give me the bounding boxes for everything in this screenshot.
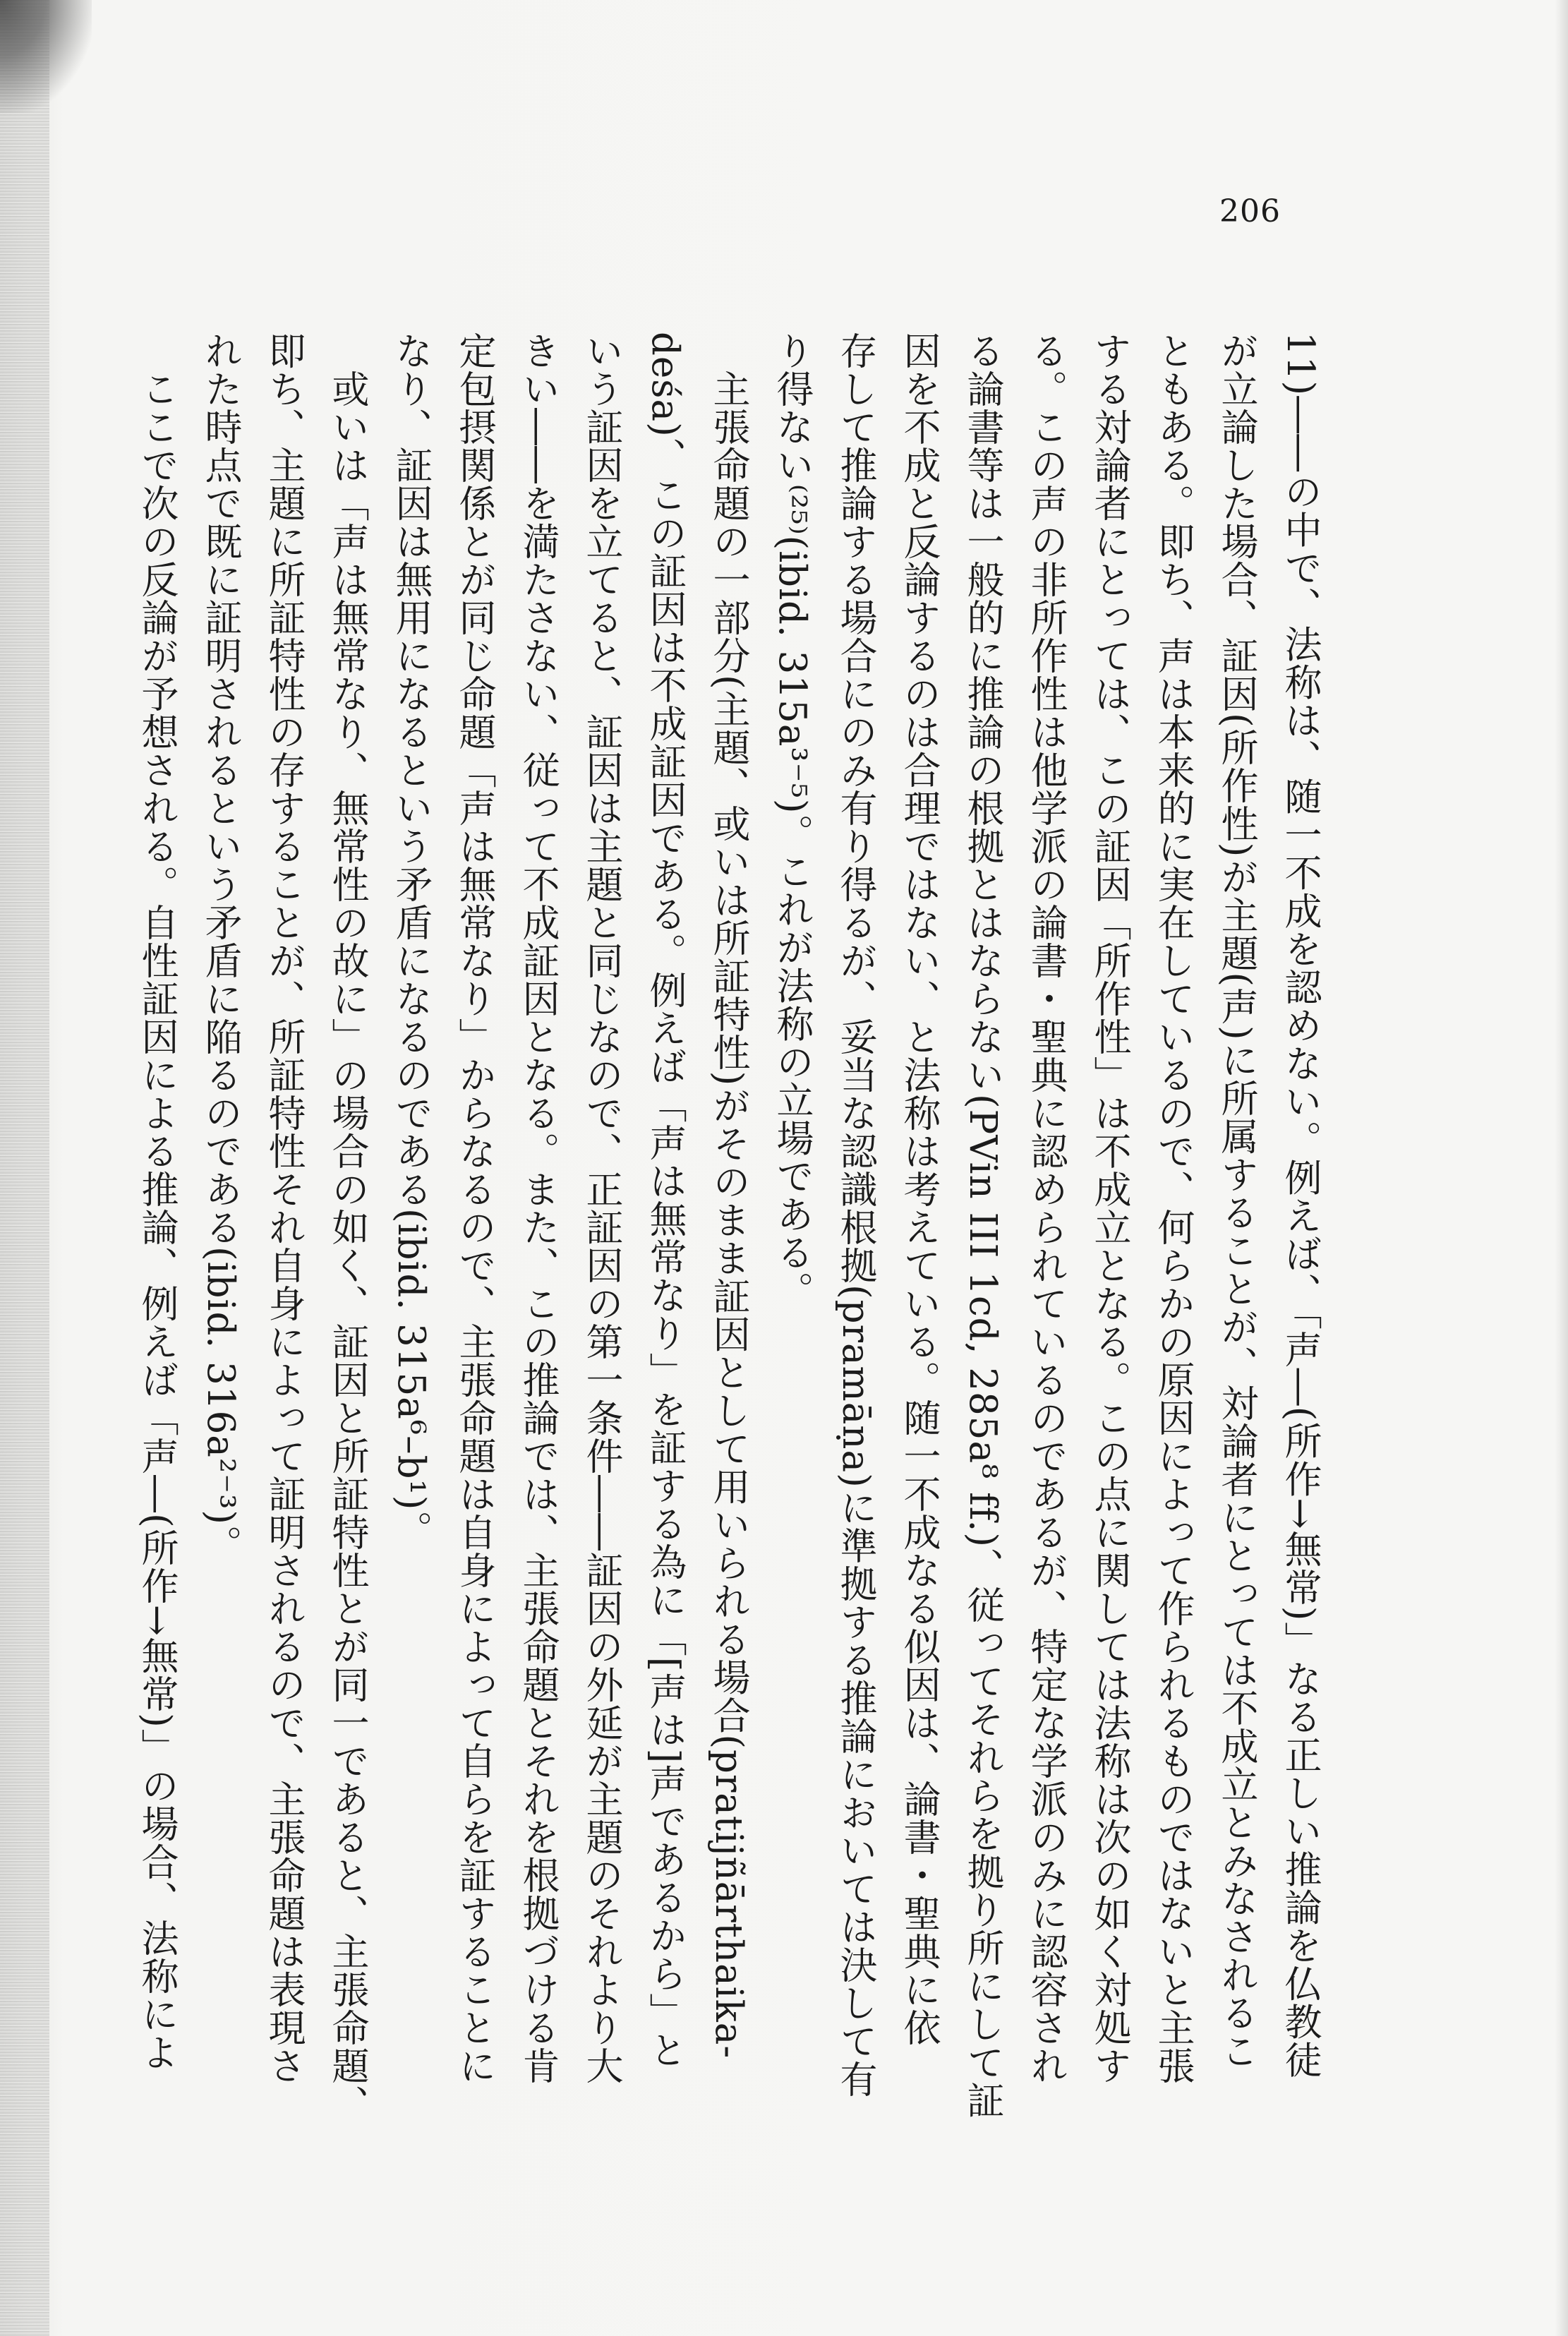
binding-shadow xyxy=(0,0,49,2336)
body-text xyxy=(106,332,1327,2237)
text-line-10: 主張命題の一部分(主題、或いは所証特性)がそのまま証因として用いられる場合(pratijñārthaika- xyxy=(707,332,750,2059)
text-line-9: り得ない⁽²⁵⁾(ibid. 315a³⁻⁵)。これが法称の立場である。 xyxy=(771,332,814,1310)
text-line-7: 因を不成と反論するのは合理ではない、と法称は考えている。随一不成なる似因は、論書・聖典に依 xyxy=(898,332,941,2047)
text-line-1: 11)――の中で、法称は、随一不成を認めない。例えば、「声―(所作→無常)」なる正しい推論を仏教徒 xyxy=(1279,332,1322,2079)
text-line-14: 定包摂関係とが同じ命題「声は無常なり」からなるので、主張命題は自身によって自らを証することに xyxy=(453,332,496,2085)
text-line-15: なり、証因は無用になるという矛盾になるのである(ibid. 315a⁶–b¹)。 xyxy=(390,332,433,1549)
text-line-5: る。この声の非所作性は他学派の論書・聖典に認められているのであるが、特定な学派のみに認容され xyxy=(1025,332,1068,2085)
text-line-8: 存して推論する場合にのみ有り得るが、妥当な認識根拠(pramāṇa)に準拠する推論においては決して有 xyxy=(834,332,877,2098)
text-line-4: する対論者にとっては、この証因「所作性」は不成立となる。この点に関しては法称は次の如く対処す xyxy=(1088,332,1131,2085)
text-line-11: deśa)、この証因は不成証因である。例えば「声は無常なり」を証する為に「[声は]声であるから」と xyxy=(644,332,687,2069)
text-line-2: が立論した場合、証因(所作性)が主題(声)に所属することが、対論者にとっては不成立とみなされるこ xyxy=(1215,332,1258,2070)
text-line-16: 或いは「声は無常なり、無常性の故に」の場合の如く、証因と所証特性とが同一であると、主張命題、 xyxy=(326,332,369,2123)
text-line-3: ともある。即ち、声は本来的に実在しているので、何らかの原因によって作られるものではないと主張 xyxy=(1152,332,1195,2085)
right-edge-shadow xyxy=(1555,0,1568,2336)
text-line-17: 即ち、主題に所証特性の存することが、所証特性それ自身によって証明されるので、主張命題は表現さ xyxy=(263,332,306,2085)
text-line-13: きい――を満たさない、従って不成証因となる。また、この推論では、主張命題とそれを根拠づける肯 xyxy=(517,332,560,2085)
text-line-19: ここで次の反論が予想される。自性証因による推論、例えば「声―(所作→無常)」の場合、法称によ xyxy=(135,332,179,2071)
text-line-6: る論書等は一般的に推論の根拠とはならない(PVin III 1cd, 285a⁸ ff.)、従ってそれらを拠り所にして証 xyxy=(961,332,1004,2120)
text-line-12: いう証因を立てると、証因は主題と同じなので、正証因の第一条件――証因の外延が主題のそれより大 xyxy=(580,332,623,2085)
text-line-18: れた時点で既に証明されるという矛盾に陥るのである(ibid. 316a²⁻³)。 xyxy=(199,332,242,1564)
page-curl-shadow xyxy=(0,0,92,113)
page-number: 206 xyxy=(1219,193,1281,229)
